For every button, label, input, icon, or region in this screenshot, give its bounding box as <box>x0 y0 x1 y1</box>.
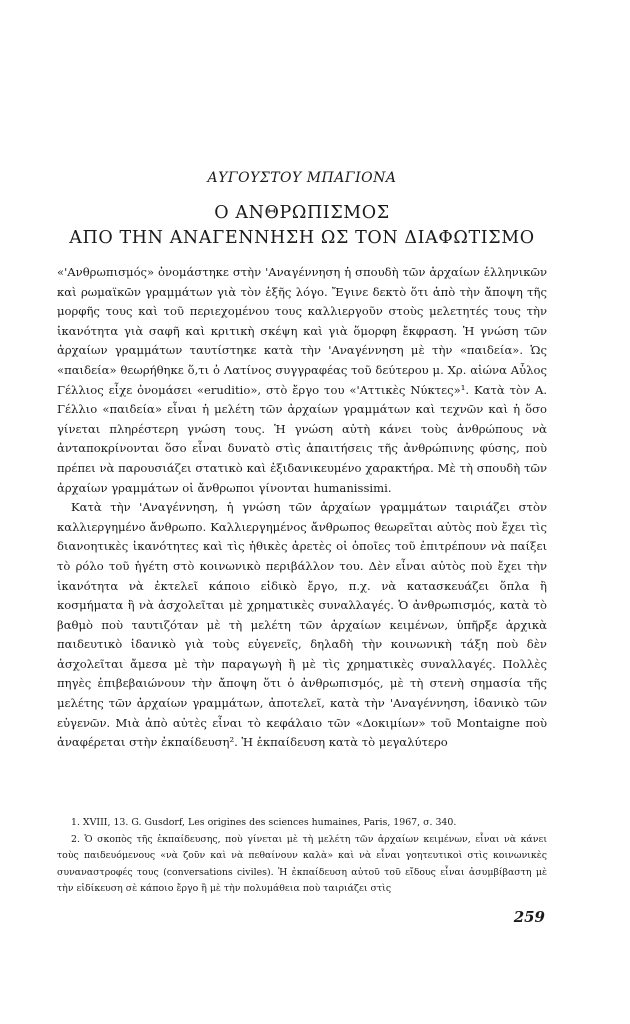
book-page <box>57 0 547 1024</box>
footnotes <box>57 815 547 898</box>
body-text <box>57 263 547 753</box>
page-number: 259 <box>513 908 545 926</box>
chapter-title-line-2: ΑΠΟ ΤΗΝ ΑΝΑΓΕΝΝΗΣΗ ΩΣ ΤΟΝ ΔΙΑΦΩΤΙΣΜΟ <box>69 228 535 248</box>
paragraph-2: Κατὰ τὴν 'Αναγέννηση, ἡ γνώση τῶν ἀρχαίων γραμμάτων ταιριάζει στὸν καλλιεργημένο ἄνθρωπο. Καλλιεργημένος ἄνθρωπος θεωρεῖται αὐτὸς ποὺ ἔχει τὶς διανοητικὲς ἱκανότητες καὶ τὶς ἠθικὲς ἀρετὲς οἱ ὁποῖες τοῦ ἐπιτρέπουν νὰ παίξει τὸ ρόλο τοῦ ἡγέτη στὸ κοινωνικὸ περιβάλλον του. Δὲν εἶναι αὐτὸς ποὺ ἔχει τὴν ἱκανότητα νὰ ἐκτελεῖ κάποιο εἰδικὸ ἔργο, π.χ. νὰ κατασκευάζει ὅπλα ἢ κοσμήματα ἢ νὰ ἀσχολεῖται μὲ χρηματικὲς συναλλαγές. Ὁ ἀνθρωπισμός, κατὰ τὸ βαθμὸ ποὺ ταυτιζόταν μὲ τὴ μελέτη τῶν ἀρχαίων κειμένων, ὑπῆρξε ἀρχικὰ παιδευτικὸ ἰδανικὸ γιὰ τοὺς εὐγενεῖς, δηλαδὴ τὴν κοινωνικὴ τάξη ποὺ δὲν ἀσχολεῖται ἄμεσα μὲ τὴν παραγωγὴ ἢ μὲ τὶς χρηματικὲς συναλλαγές. Πολλὲς πηγὲς ἐπιβεβαιώνουν τὴν ἄποψη ὅτι ὁ ἀνθρωπισμός, μὲ τὴ στενὴ σημασία τῆς μελέτης τῶν ἀρχαίων γραμμάτων, ἀποτελεῖ, κατὰ τὴν 'Αναγέννηση, ἰδανικὸ τῶν εὐγενῶν. Μιὰ ἀπὸ αὐτὲς εἶναι τὸ κεφάλαιο τῶν «Δοκιμίων» τοῦ Montaigne ποὺ ἀναφέρεται στὴν ἐκπαίδευση². Ἡ ἐκπαίδευση κατὰ τὸ μεγαλύτερο <box>57 500 547 750</box>
footnote-1: 1. XVIII, 13. G. Gusdorf, Les origines des sciences humaines, Paris, 1967, σ. 340. <box>71 817 457 828</box>
footnote-2: 2. Ὁ σκοπὸς τῆς ἐκπαίδευσης, ποὺ γίνεται μὲ τὴ μελέτη τῶν ἀρχαίων κειμένων, εἶναι νὰ κάνει τοὺς παιδευόμενους «νὰ ζοῦν καὶ νὰ πεθαίνουν καλὰ» καὶ νὰ εἶναι γοητευτικοὶ στὶς κοινωνικὲς συναναστροφές τους (conversations civiles). Ἡ ἐκπαίδευση αὐτοῦ τοῦ εἴδους εἶναι ἀσυμβίβαστη μὲ τὴν εἰδίκευση σὲ κάποιο ἔργο ἢ μὲ τὴν πολυμάθεια ποὺ ταιριάζει στὶς <box>57 833 547 895</box>
chapter-title-line-1: Ο ΑΝΘΡΩΠΙΣΜΟΣ <box>214 203 390 223</box>
author-name: ΑΥΓΟΥΣΤΟΥ ΜΠΑΓΙΟΝΑ <box>207 170 397 186</box>
paragraph-1: «'Ανθρωπισμός» ὀνομάστηκε στὴν 'Αναγέννηση ἡ σπουδὴ τῶν ἀρχαίων ἑλληνικῶν καὶ ρωμαϊκῶν γραμμάτων γιὰ τὸν ἑξῆς λόγο. Ἔγινε δεκτὸ ὅτι ἀπὸ τὴν ἄποψη τῆς μορφῆς τους καὶ τοῦ περιεχομένου τους καλλιεργοῦν στοὺς μελετητές τους τὴν ἱκανότητα γιὰ σαφῆ καὶ κριτικὴ σκέψη καὶ γιὰ ὅμορφη ἔκφραση. Ἡ γνώση τῶν ἀρχαίων γραμμάτων ταυτίστηκε κατὰ τὴν 'Αναγέννηση μὲ τὴν «παιδεία». Ὡς «παιδεία» θεωρήθηκε ὅ,τι ὁ Λατίνος συγγραφέας τοῦ δεύτερου μ. Χρ. αἰώνα Αὖλος Γέλλιος εἶχε ὀνομάσει «eruditio», στὸ ἔργο του «'Αττικὲς Νύκτες»¹. Κατὰ τὸν Α. Γέλλιο «παιδεία» εἶναι ἡ μελέτη τῶν ἀρχαίων γραμμάτων καὶ τεχνῶν καὶ ἡ ὅσο γίνεται πληρέστερη γνώση τους. Ἡ γνώση αὐτὴ κάνει τοὺς ἀνθρώπους νὰ ἀνταποκρίνονται ὅσο εἶναι δυνατὸ στὶς ἀπαιτήσεις τῆς ἀνθρώπινης φύσης, ποὺ πρέπει νὰ παρουσιάζει στατικὸ καὶ ἐξιδανικευμένο χαρακτήρα. Μὲ τὴ σπουδὴ τῶν ἀρχαίων γραμμάτων οἱ ἄνθρωποι γίνονται humanissimi. <box>57 265 547 495</box>
